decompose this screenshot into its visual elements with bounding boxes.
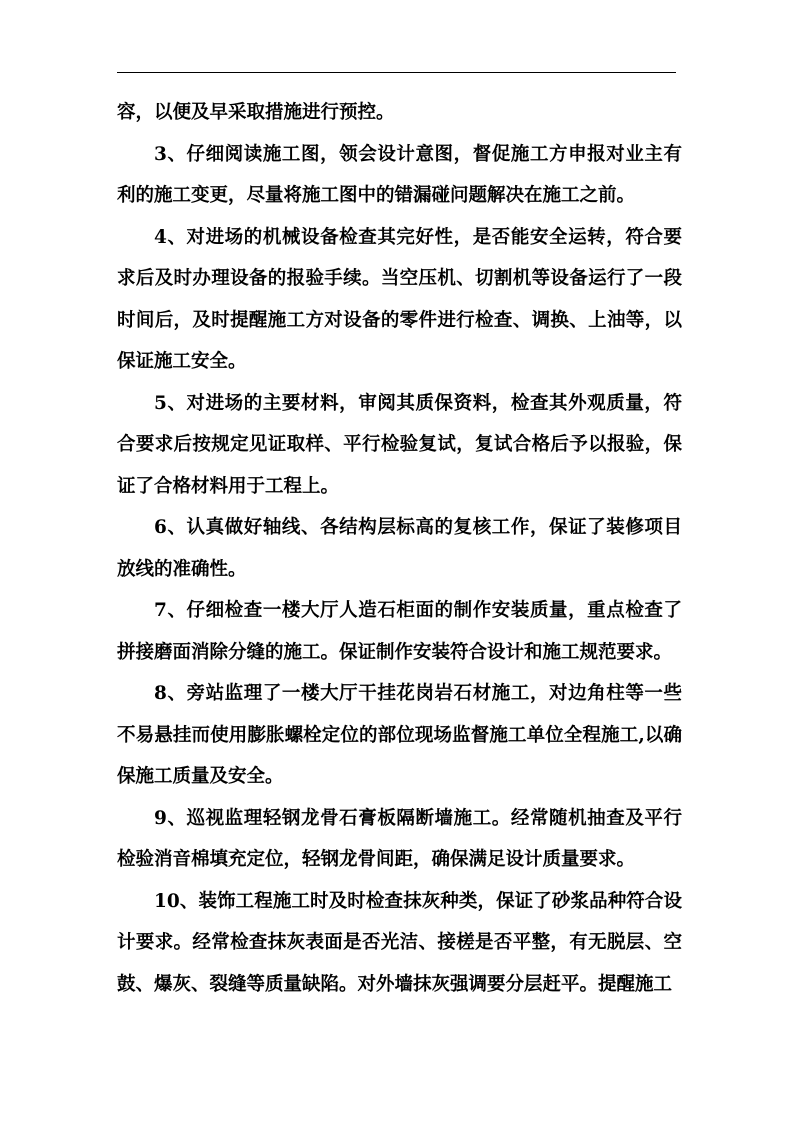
paragraph-item-3: 3、仔细阅读施工图，领会设计意图，督促施工方申报对业主有利的施工变更，尽量将施工图中的错漏碰问题解决在施工之前。 xyxy=(117,143,682,206)
paragraph-item-4: 4、对进场的机械设备检查其完好性，是否能安全运转，符合要求后及时办理设备的报验手续。当空压机、切割机等设备运行了一段时间后，及时提醒施工方对设备的零件进行检查、调换、上油等，以保证施工安全。 xyxy=(117,226,682,372)
paragraph-item-5: 5、对进场的主要材料，审阅其质保资料，检查其外观质量，符合要求后按规定见证取样、平行检验复试，复试合格后予以报验，保证了合格材料用于工程上。 xyxy=(117,392,682,497)
paragraph-item-8: 8、旁站监理了一楼大厅干挂花岗岩石材施工，对边角柱等一些不易悬挂而使用膨胀螺栓定位的部位现场监督施工单位全程施工,以确保施工质量及安全。 xyxy=(117,683,682,787)
header-rule xyxy=(117,72,676,73)
document-body xyxy=(117,92,682,1005)
paragraph-item-7: 7、仔细检查一楼大厅人造石柜面的制作安装质量，重点检查了拼接磨面消除分缝的施工。保证制作安装符合设计和施工规范要求。 xyxy=(117,600,682,663)
paragraph-item-6: 6、认真做好轴线、各结构层标高的复核工作，保证了装修项目放线的准确性。 xyxy=(117,517,682,580)
paragraph-continuation: 容，以便及早采取措施进行预控。 xyxy=(117,102,395,123)
paragraph-item-10: 10、装饰工程施工时及时检查抹灰种类，保证了砂浆品种符合设计要求。经常检查抹灰表面是否光洁、接槎是否平整，有无脱层、空鼓、爆灰、裂缝等质量缺陷。对外墙抹灰强调要分层赶平。提醒施工 xyxy=(117,890,682,995)
paragraph-item-9: 9、巡视监理轻钢龙骨石膏板隔断墙施工。经常随机抽查及平行检验消音棉填充定位，轻钢龙骨间距，确保满足设计质量要求。 xyxy=(117,807,682,870)
